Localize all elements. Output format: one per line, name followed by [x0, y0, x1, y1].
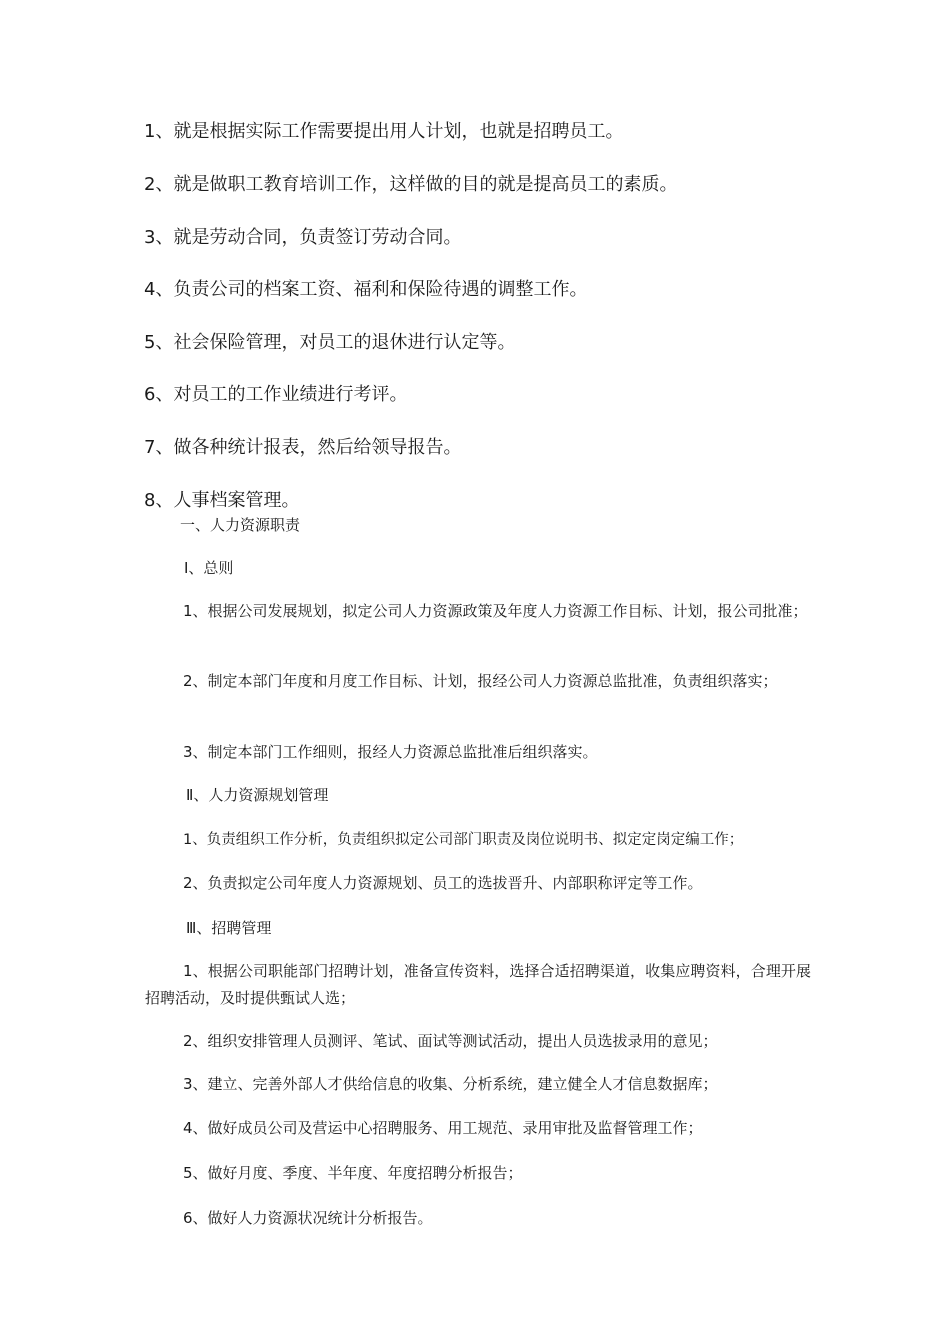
list-item: 1、就是根据实际工作需要提出用人计划，也就是招聘员工。: [144, 121, 624, 142]
list-item: 5、社会保险管理，对员工的退休进行认定等。: [144, 332, 516, 353]
paragraph: 3、制定本部门工作细则，报经人力资源总监批准后组织落实。: [183, 743, 598, 761]
paragraph: 2、制定本部门年度和月度工作目标、计划，报经公司人力资源总监批准，负责组织落实；: [183, 672, 778, 690]
section-heading-main: 一、人力资源职责: [180, 516, 301, 534]
paragraph: 6、做好人力资源状况统计分析报告。: [183, 1209, 433, 1227]
paragraph: 2、组织安排管理人员测评、笔试、面试等测试活动，提出人员选拔录用的意见；: [183, 1032, 718, 1050]
list-item: 6、对员工的工作业绩进行考评。: [144, 384, 408, 405]
list-item: 2、就是做职工教育培训工作，这样做的目的就是提高员工的素质。: [144, 174, 678, 195]
paragraph: 3、建立、完善外部人才供给信息的收集、分析系统，建立健全人才信息数据库；: [183, 1075, 718, 1093]
section-title: Ⅲ、招聘管理: [186, 919, 272, 937]
paragraph: 1、负责组织工作分析，负责组织拟定公司部门职责及岗位说明书、拟定定岗定编工作；: [183, 832, 744, 848]
list-item: 7、做各种统计报表，然后给领导报告。: [144, 437, 462, 458]
paragraph: 1、根据公司发展规划，拟定公司人力资源政策及年度人力资源工作目标、计划，报公司批准；: [183, 602, 808, 620]
list-item: 4、负责公司的档案工资、福利和保险待遇的调整工作。: [144, 279, 588, 300]
paragraph: 4、做好成员公司及营运中心招聘服务、用工规范、录用审批及监督管理工作；: [183, 1119, 703, 1137]
paragraph: 2、负责拟定公司年度人力资源规划、员工的选拔晋升、内部职称评定等工作。: [183, 874, 703, 892]
list-item: 8、人事档案管理。: [144, 490, 300, 511]
paragraph: 1、根据公司职能部门招聘计划，准备宣传资料，选择合适招聘渠道，收集应聘资料，合理开展招聘活动，及时提供甄试人选；: [145, 962, 811, 1007]
list-item: 3、就是劳动合同，负责签订劳动合同。: [144, 227, 462, 248]
section-title: Ⅰ、总则: [184, 559, 234, 577]
section-title: Ⅱ、人力资源规划管理: [186, 786, 329, 804]
paragraph: 5、做好月度、季度、半年度、年度招聘分析报告；: [183, 1164, 523, 1182]
